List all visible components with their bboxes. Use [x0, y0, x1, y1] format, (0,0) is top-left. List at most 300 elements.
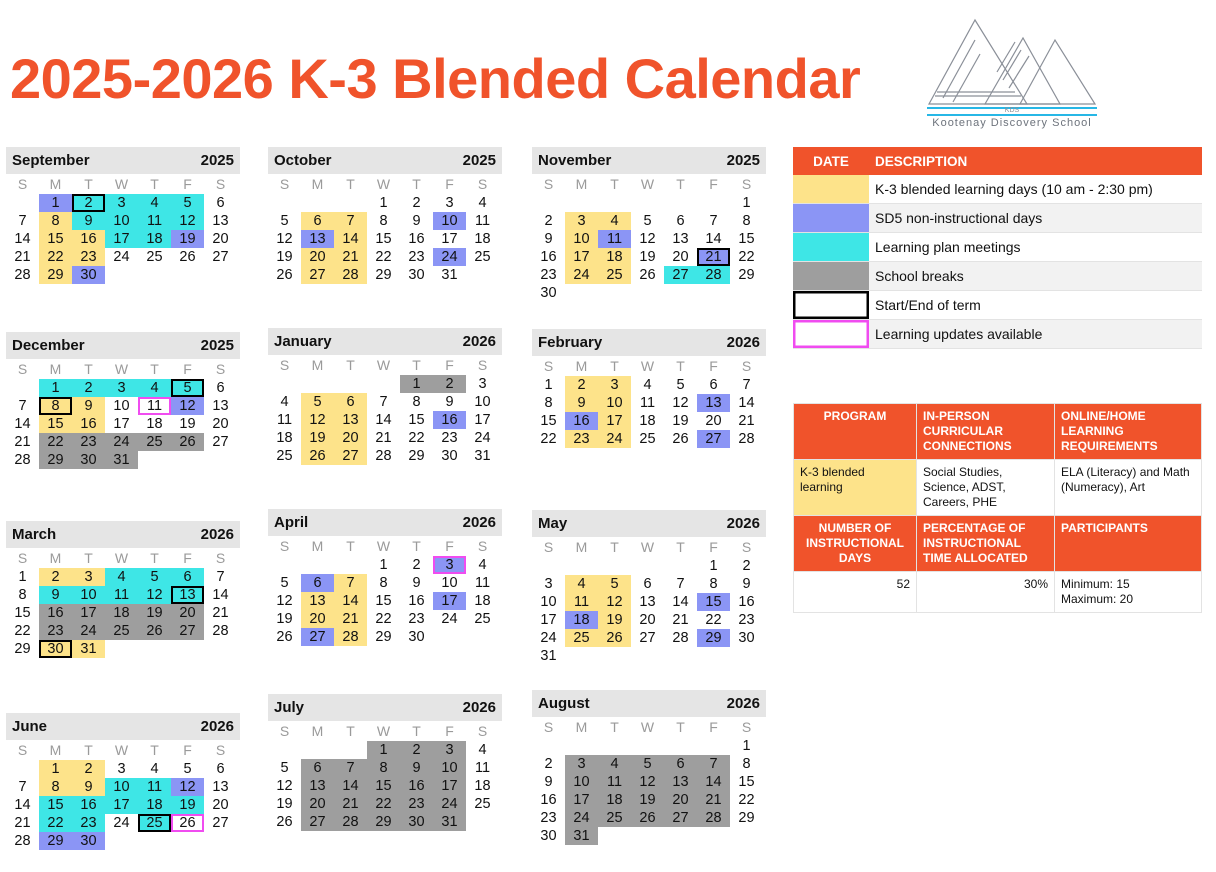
weekday-label: M [311, 723, 324, 739]
calendar-day: 23 [738, 612, 755, 628]
calendar-day: 19 [138, 604, 171, 622]
weekday-label: F [445, 176, 454, 192]
calendar-day: 20 [334, 429, 367, 447]
empty-cell [664, 737, 697, 755]
calendar-day: 24 [113, 249, 130, 265]
calendar-day: 28 [334, 266, 367, 284]
calendar-day: 1 [39, 760, 72, 778]
calendar-day: 9 [72, 212, 105, 230]
calendar-day: 26 [138, 622, 171, 640]
calendar-day: 3 [433, 741, 466, 759]
month-march [6, 521, 240, 658]
calendar-day: 8 [379, 213, 388, 229]
calendar-day: 16 [72, 230, 105, 248]
legend-label: Learning updates available [869, 320, 1202, 349]
calendar-day: 25 [105, 622, 138, 640]
calendar-day: 27 [212, 249, 229, 265]
calendar-day: 12 [171, 212, 204, 230]
calendar-day: 27 [301, 266, 334, 284]
calendar-day: 15 [408, 412, 425, 428]
empty-cell [664, 557, 697, 575]
calendar-day: 29 [375, 267, 392, 283]
calendar-day: 16 [400, 777, 433, 795]
calendar-day: 14 [375, 412, 392, 428]
empty-cell [334, 556, 367, 574]
calendar-day: 16 [408, 231, 425, 247]
weekday-label: S [477, 723, 488, 739]
calendar-day: 23 [408, 249, 425, 265]
calendar-day: 12 [598, 593, 631, 611]
calendar-day: 10 [540, 594, 557, 610]
calendar-day: 4 [138, 194, 171, 212]
month-header [532, 329, 766, 356]
calendar-day: 9 [544, 774, 553, 790]
calendar-day: 28 [697, 266, 730, 284]
weekday-label: T [676, 719, 685, 735]
month-december [6, 332, 240, 469]
calendar-day: 30 [408, 629, 425, 645]
month-february [532, 329, 766, 448]
calendar-day: 18 [474, 593, 491, 609]
calendar-day: 10 [105, 212, 138, 230]
calendar-day: 15 [375, 231, 392, 247]
calendar-day: 17 [72, 604, 105, 622]
weekday-label: M [575, 539, 588, 555]
calendar-day: 5 [598, 575, 631, 593]
program-header: PROGRAM [794, 404, 917, 460]
calendar-day: 2 [72, 760, 105, 778]
calendar-day: 15 [375, 593, 392, 609]
calendar-day: 30 [400, 813, 433, 831]
calendar-day: 15 [14, 605, 31, 621]
calendar-day: 6 [334, 393, 367, 411]
calendar-day: 14 [334, 777, 367, 795]
weekday-label: T [150, 550, 159, 566]
calendar-day: 24 [72, 622, 105, 640]
weekday-label: W [640, 358, 655, 374]
calendar-day: 3 [565, 755, 598, 773]
weekday-row [532, 717, 766, 737]
calendar-day: 11 [474, 760, 491, 776]
calendar-day: 4 [280, 394, 289, 410]
weekday-label: T [150, 176, 159, 192]
calendar-day: 24 [565, 266, 598, 284]
month-year: 2025 [462, 152, 496, 169]
calendar-day: 19 [276, 796, 293, 812]
empty-cell [598, 557, 631, 575]
legend-date-header: DATE [793, 147, 869, 175]
calendar-day: 19 [171, 796, 204, 814]
calendar-day: 5 [138, 568, 171, 586]
calendar-day: 20 [301, 610, 334, 628]
weekday-label: S [17, 176, 28, 192]
day-grid [6, 194, 240, 284]
calendar-day: 6 [216, 380, 225, 396]
participants-value [1055, 572, 1202, 613]
empty-cell [598, 194, 631, 212]
calendar-day: 19 [276, 611, 293, 627]
calendar-day: 23 [72, 248, 105, 266]
calendar-day: 3 [478, 376, 487, 392]
calendar-day: 28 [212, 623, 229, 639]
weekday-row [268, 536, 502, 556]
calendar-day: 8 [742, 213, 751, 229]
calendar-day: 23 [408, 611, 425, 627]
calendar-day: 4 [643, 377, 652, 393]
calendar-day: 2 [565, 376, 598, 394]
calendar-day: 11 [639, 395, 656, 411]
weekday-label: W [114, 742, 129, 758]
month-header [532, 147, 766, 174]
weekday-label: F [445, 357, 454, 373]
calendar-day: 22 [540, 431, 557, 447]
calendar-day: 3 [565, 212, 598, 230]
calendar-day: 12 [276, 593, 293, 609]
calendar-day: 13 [301, 230, 334, 248]
month-april [268, 509, 502, 646]
calendar-day: 1 [709, 558, 718, 574]
calendar-day: 13 [697, 394, 730, 412]
calendar-day: 1 [367, 741, 400, 759]
program-table [793, 403, 1202, 613]
calendar-day: 13 [212, 398, 229, 414]
calendar-day: 24 [540, 630, 557, 646]
month-header [532, 690, 766, 717]
calendar-day: 19 [598, 611, 631, 629]
calendar-day: 24 [433, 248, 466, 266]
day-grid [532, 376, 766, 448]
weekday-row [6, 359, 240, 379]
empty-cell [631, 194, 664, 212]
calendar-day: 11 [598, 230, 631, 248]
calendar-day: 17 [565, 248, 598, 266]
month-year: 2026 [462, 699, 496, 716]
calendar-day: 21 [334, 795, 367, 813]
calendar-day: 30 [39, 640, 72, 658]
calendar-day: 5 [183, 761, 192, 777]
empty-cell [6, 194, 39, 212]
weekday-label: S [543, 539, 554, 555]
calendar-day: 23 [441, 430, 458, 446]
calendar-day: 12 [171, 778, 204, 796]
calendar-day: 3 [445, 195, 454, 211]
month-header [268, 694, 502, 721]
calendar-day: 10 [113, 398, 130, 414]
calendar-day: 22 [39, 814, 72, 832]
calendar-day: 20 [672, 249, 689, 265]
calendar-day: 28 [697, 809, 730, 827]
calendar-day: 27 [697, 430, 730, 448]
calendar-day: 8 [412, 394, 421, 410]
calendar-day: 31 [105, 451, 138, 469]
day-grid [532, 737, 766, 845]
weekday-label: F [183, 176, 192, 192]
calendar-day: 9 [72, 397, 105, 415]
calendar-day: 8 [18, 587, 27, 603]
weekday-label: W [376, 723, 391, 739]
calendar-day: 30 [72, 266, 105, 284]
calendar-day: 28 [672, 630, 689, 646]
calendar-day: 14 [738, 395, 755, 411]
calendar-day: 9 [400, 759, 433, 777]
weekday-label: T [84, 176, 93, 192]
calendar-day: 25 [474, 611, 491, 627]
calendar-day: 18 [565, 611, 598, 629]
weekday-label: F [445, 723, 454, 739]
calendar-day: 1 [379, 195, 388, 211]
calendar-day: 16 [433, 411, 466, 429]
calendar-day: 13 [171, 586, 204, 604]
calendar-day: 3 [105, 194, 138, 212]
calendar-day: 7 [216, 569, 225, 585]
calendar-day: 25 [474, 249, 491, 265]
legend-swatch-updates [793, 320, 869, 349]
empty-cell [532, 557, 565, 575]
empty-cell [565, 557, 598, 575]
calendar-day: 2 [39, 568, 72, 586]
calendar-day: 2 [742, 558, 751, 574]
calendar-day: 13 [334, 411, 367, 429]
legend-header [793, 147, 1202, 175]
empty-cell [301, 375, 334, 393]
calendar-day: 4 [478, 742, 487, 758]
month-year: 2026 [462, 333, 496, 350]
calendar-day: 6 [709, 377, 718, 393]
weekday-label: M [49, 550, 62, 566]
weekday-label: T [610, 719, 619, 735]
calendar-day: 6 [301, 574, 334, 592]
calendar-day: 30 [441, 448, 458, 464]
weekday-label: T [610, 176, 619, 192]
calendar-day: 28 [375, 448, 392, 464]
weekday-row [532, 174, 766, 194]
calendar-day: 10 [433, 212, 466, 230]
weekday-row [6, 548, 240, 568]
percentage-header: PERCENTAGE OF INSTRUCTIONAL TIME ALLOCATED [917, 516, 1055, 572]
calendar-day: 3 [544, 576, 553, 592]
empty-cell [631, 737, 664, 755]
calendar-day: 8 [709, 576, 718, 592]
weekday-label: S [543, 358, 554, 374]
calendar-day: 6 [216, 195, 225, 211]
calendar-day: 17 [113, 416, 130, 432]
legend-row [793, 175, 1202, 204]
month-header [532, 510, 766, 537]
day-grid [6, 760, 240, 850]
calendar-day: 9 [72, 778, 105, 796]
calendar-day: 12 [276, 778, 293, 794]
weekday-label: W [640, 176, 655, 192]
empty-cell [268, 194, 301, 212]
empty-cell [598, 737, 631, 755]
calendar-day: 18 [598, 791, 631, 809]
weekday-label: F [709, 176, 718, 192]
weekday-label: S [215, 742, 226, 758]
weekday-label: F [709, 719, 718, 735]
calendar-day: 3 [598, 376, 631, 394]
calendar-day: 18 [474, 778, 491, 794]
calendar-day: 15 [39, 415, 72, 433]
weekday-label: S [17, 742, 28, 758]
weekday-label: S [741, 358, 752, 374]
calendar-day: 22 [408, 430, 425, 446]
calendar-day: 27 [301, 813, 334, 831]
calendar-day: 13 [212, 213, 229, 229]
calendar-day: 4 [598, 755, 631, 773]
calendar-day: 22 [367, 795, 400, 813]
calendar-day: 21 [697, 248, 730, 266]
legend-row [793, 291, 1202, 320]
calendar-day: 5 [171, 194, 204, 212]
month-august [532, 690, 766, 845]
weekday-label: T [150, 361, 159, 377]
calendar-day: 25 [138, 433, 171, 451]
weekday-label: M [311, 357, 324, 373]
calendar-day: 24 [105, 433, 138, 451]
weekday-label: S [543, 176, 554, 192]
calendar-day: 15 [738, 231, 755, 247]
calendar-day: 19 [179, 416, 196, 432]
calendar-day: 25 [639, 431, 656, 447]
empty-cell [268, 741, 301, 759]
calendar-day: 24 [565, 809, 598, 827]
calendar-day: 31 [565, 827, 598, 845]
month-year: 2026 [726, 334, 760, 351]
weekday-label: W [114, 361, 129, 377]
calendar-day: 15 [540, 413, 557, 429]
day-grid [6, 568, 240, 658]
calendar-day: 5 [301, 393, 334, 411]
month-year: 2026 [200, 526, 234, 543]
calendar-day: 25 [138, 814, 171, 832]
calendar-day: 29 [39, 451, 72, 469]
calendar-day: 20 [212, 797, 229, 813]
calendar-day: 25 [598, 266, 631, 284]
calendar-day: 14 [14, 797, 31, 813]
weekday-label: S [17, 550, 28, 566]
month-year: 2025 [726, 152, 760, 169]
calendar-day: 23 [400, 795, 433, 813]
weekday-row [6, 174, 240, 194]
weekday-label: T [84, 361, 93, 377]
weekday-label: S [279, 723, 290, 739]
calendar-day: 26 [276, 814, 293, 830]
calendar-day: 7 [676, 576, 685, 592]
calendar-day: 26 [301, 447, 334, 465]
weekday-label: M [575, 358, 588, 374]
month-name: January [274, 333, 332, 350]
calendar-day: 1 [742, 195, 751, 211]
calendar-day: 25 [474, 796, 491, 812]
calendar-day: 30 [72, 451, 105, 469]
calendar-day: 28 [14, 833, 31, 849]
calendar-day: 6 [676, 213, 685, 229]
calendar-day: 13 [664, 773, 697, 791]
calendar-day: 16 [540, 249, 557, 265]
calendar-day: 10 [441, 575, 458, 591]
month-name: February [538, 334, 603, 351]
calendar-day: 13 [212, 779, 229, 795]
calendar-day: 25 [276, 448, 293, 464]
calendar-day: 28 [14, 267, 31, 283]
calendar-day: 22 [705, 612, 722, 628]
legend-description-header: DESCRIPTION [869, 147, 1202, 175]
calendar-day: 22 [39, 433, 72, 451]
calendar-day: 28 [738, 431, 755, 447]
calendar-day: 15 [738, 774, 755, 790]
calendar-day: 25 [565, 629, 598, 647]
calendar-day: 31 [474, 448, 491, 464]
participants-maximum: Maximum: 20 [1061, 592, 1134, 606]
day-grid [532, 194, 766, 302]
calendar-day: 1 [742, 738, 751, 754]
weekday-label: W [376, 357, 391, 373]
weekday-label: S [279, 176, 290, 192]
calendar-day: 24 [474, 430, 491, 446]
calendar-day: 4 [478, 195, 487, 211]
calendar-day: 18 [598, 248, 631, 266]
day-grid [268, 375, 502, 465]
calendar-day: 3 [105, 379, 138, 397]
calendar-day: 7 [742, 377, 751, 393]
legend-row [793, 262, 1202, 291]
weekday-label: F [183, 550, 192, 566]
calendar-day: 23 [72, 814, 105, 832]
legend-row [793, 233, 1202, 262]
calendar-day: 13 [639, 594, 656, 610]
calendar-day: 8 [39, 212, 72, 230]
calendar-day: 26 [171, 433, 204, 451]
calendar-day: 26 [276, 629, 293, 645]
month-september [6, 147, 240, 284]
calendar-day: 18 [105, 604, 138, 622]
calendar-day: 3 [433, 556, 466, 574]
weekday-label: W [376, 176, 391, 192]
weekday-label: S [741, 539, 752, 555]
calendar-day: 2 [412, 195, 421, 211]
weekday-label: M [49, 742, 62, 758]
calendar-day: 19 [639, 249, 656, 265]
day-grid [268, 741, 502, 831]
empty-cell [6, 760, 39, 778]
calendar-day: 8 [544, 395, 553, 411]
weekday-label: M [311, 176, 324, 192]
calendar-day: 5 [171, 379, 204, 397]
month-header [6, 521, 240, 548]
empty-cell [334, 741, 367, 759]
calendar-day: 21 [738, 413, 755, 429]
day-grid [6, 379, 240, 469]
weekday-label: T [412, 538, 421, 554]
calendar-day: 19 [631, 791, 664, 809]
calendar-day: 27 [301, 628, 334, 646]
empty-cell [334, 194, 367, 212]
calendar-day: 14 [705, 231, 722, 247]
empty-cell [565, 194, 598, 212]
calendar-day: 17 [598, 412, 631, 430]
calendar-day: 24 [598, 430, 631, 448]
days-header: NUMBER OF INSTRUCTIONAL DAYS [794, 516, 917, 572]
percentage-value: 30% [917, 572, 1055, 613]
month-may [532, 510, 766, 665]
logo-school-name: Kootenay Discovery School [932, 117, 1092, 129]
calendar-day: 14 [334, 230, 367, 248]
calendar-day: 23 [39, 622, 72, 640]
calendar-day: 22 [14, 623, 31, 639]
calendar-day: 21 [334, 610, 367, 628]
calendar-day: 8 [367, 759, 400, 777]
calendar-day: 8 [379, 575, 388, 591]
